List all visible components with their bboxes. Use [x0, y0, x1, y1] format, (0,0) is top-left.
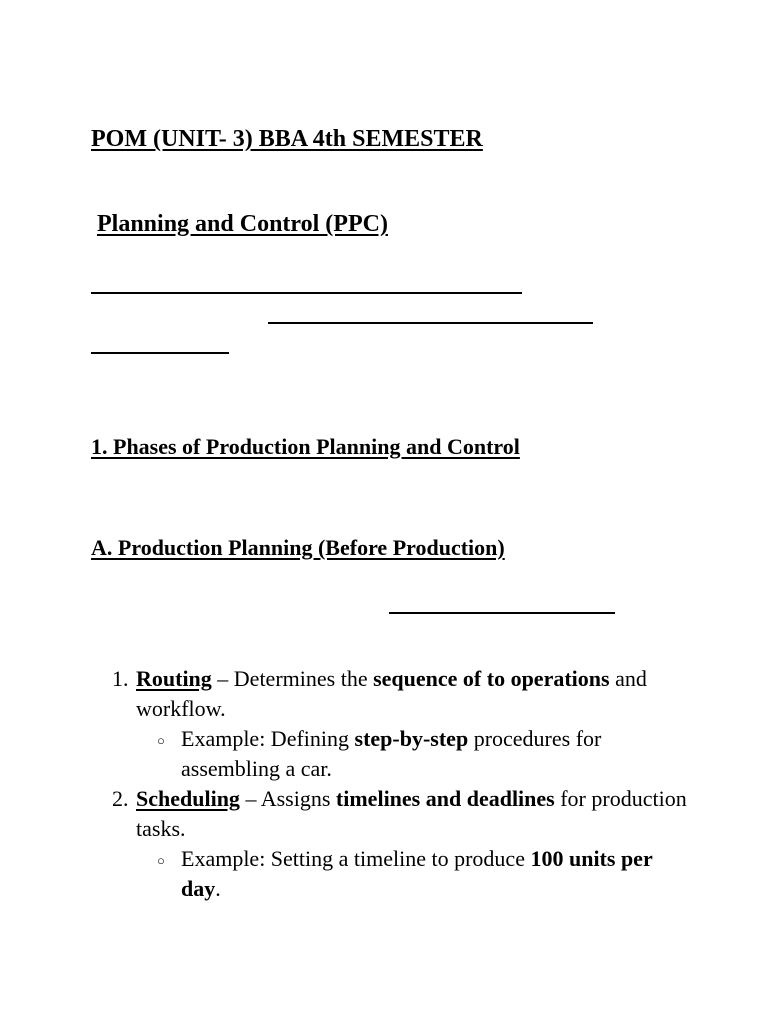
- sub-item-scheduling-example: [0, 844, 691, 904]
- list-number: 2.: [112, 786, 129, 811]
- sub-text: .: [215, 876, 221, 901]
- ordered-list: [0, 664, 768, 904]
- subsection-heading: A. Production Planning (Before Production): [91, 535, 505, 560]
- sub-text: procedures for assembling a car.: [181, 726, 602, 781]
- section-heading: 1. Phases of Production Planning and Control: [91, 434, 520, 459]
- sub-bold: 100 units per day: [181, 846, 653, 901]
- circle-bullet-icon: ○: [157, 853, 165, 868]
- item-text: and workflow.: [136, 666, 647, 721]
- list-item-routing: [0, 664, 696, 724]
- item-text: for production tasks.: [136, 786, 687, 841]
- document-title: POM (UNIT- 3) BBA 4th SEMESTER: [91, 126, 483, 152]
- blank-line-1: [91, 292, 522, 294]
- item-text: – Assigns: [239, 786, 336, 811]
- item-text: – Determines the: [211, 666, 374, 691]
- sub-text: Example: Defining: [181, 726, 355, 751]
- sub-bold: step-by-step: [354, 726, 469, 751]
- blank-line-3: [91, 352, 229, 354]
- blank-line-4: [389, 612, 615, 614]
- term-scheduling: Scheduling: [136, 786, 240, 811]
- list-number: 1.: [112, 666, 129, 691]
- sub-item-routing-example: [0, 724, 691, 784]
- item-bold: sequence of to operations: [373, 666, 610, 691]
- document-subtitle: Planning and Control (PPC): [97, 211, 388, 237]
- item-bold: timelines and deadlines: [335, 786, 555, 811]
- sub-text: Example: Setting a timeline to produce: [181, 846, 531, 871]
- circle-bullet-icon: ○: [157, 733, 165, 748]
- blank-line-2: [268, 322, 593, 324]
- term-routing: Routing: [136, 666, 212, 691]
- list-item-scheduling: [0, 784, 696, 844]
